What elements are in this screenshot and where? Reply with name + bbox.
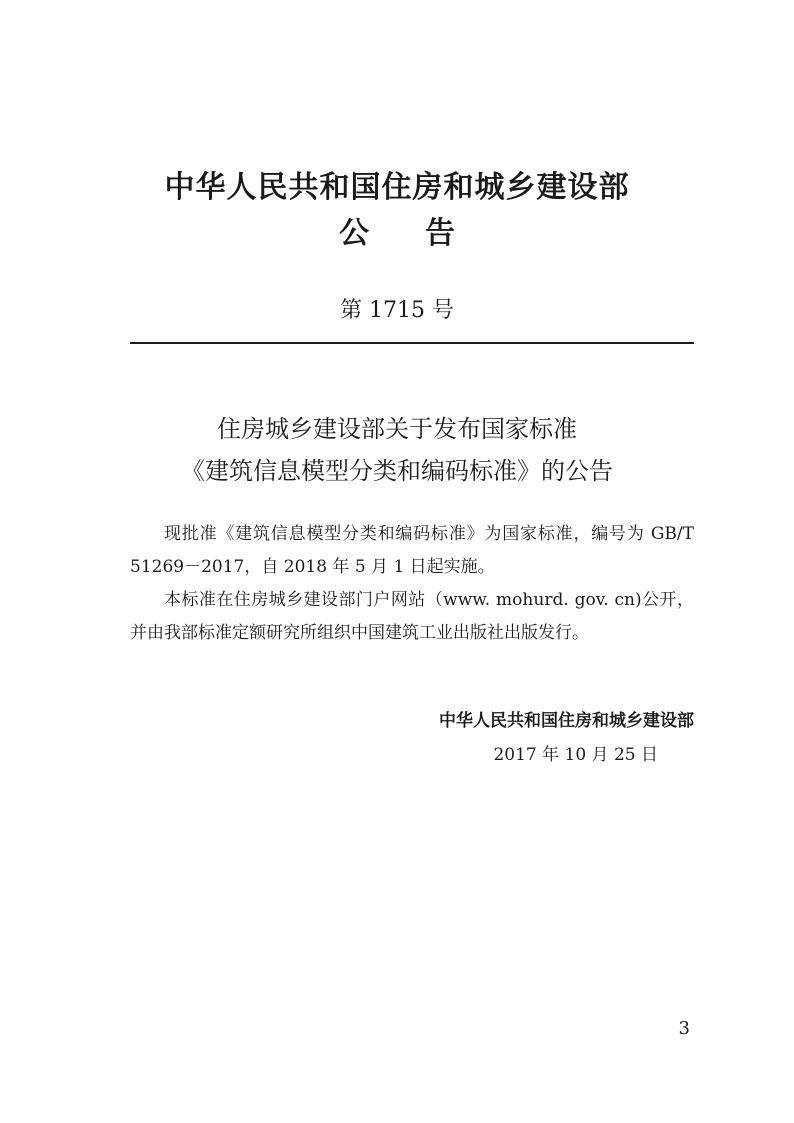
notice-number: 第 1715 号 [340,298,454,323]
body-paragraph-approval: 现批准《建筑信息模型分类和编码标准》为国家标准，编号为 GB/T 51269－2017，自 2018 年 5 月 1 日起实施。 [130,524,694,577]
issuing-organization-title: 中华人民共和国住房和城乡建设部 [164,170,630,205]
notice-heading: 公告 [339,216,511,251]
notice-body [130,518,694,650]
signature-organization: 中华人民共和国住房和城乡建设部 [439,711,694,731]
document-title-line-1: 住房城乡建设部关于发布国家标准 [217,415,577,443]
document-title-line-2: 《建筑信息模型分类和编码标准》的公告 [181,457,613,485]
header-divider [130,342,694,344]
page-number: 3 [678,1018,690,1039]
document-title [0,408,794,492]
signature-block [439,704,694,772]
body-paragraph-publication: 本标准在住房城乡建设部门户网站（www. mohurd. gov. cn)公开，并由我部标准定额研究所组织中国建筑工业出版社出版发行。 [130,590,694,643]
signature-date: 2017 年 10 月 25 日 [493,745,658,765]
